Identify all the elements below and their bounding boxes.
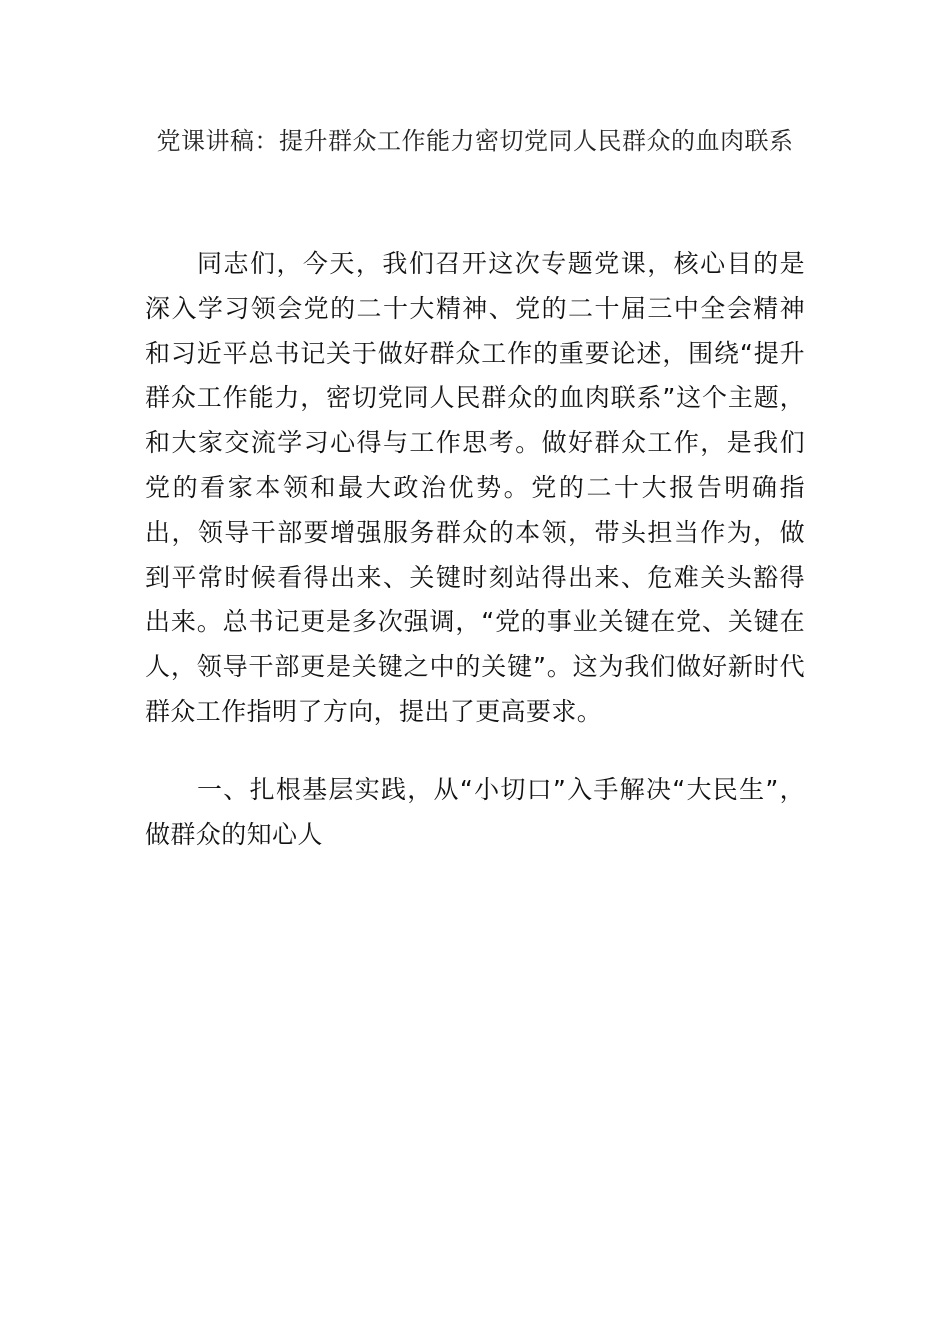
document-title: 党课讲稿：提升群众工作能力密切党同人民群众的血肉联系 [156,127,794,155]
section-heading-1: 一、扎根基层实践，从“小切口”入手解决“大民生”，做群众的知心人 [145,775,805,849]
intro-paragraph: 同志们，今天，我们召开这次专题党课，核心目的是深入学习领会党的二十大精神、党的二十届三中全会精神和习近平总书记关于做好群众工作的重要论述，围绕“提升群众工作能力，密切党同人民群众的血肉联系”这个主题，和大家交流学习心得与工作思考。做好群众工作，是我们党的看家本领和最大政治优势。党的二十大报告明确指出，领导干部要增强服务群众的本领，带头担当作为，做到平常时候看得出来、关键时刻站得出来、危难关头豁得出来。总书记更是多次强调，“党的事业关键在党、关键在人，领导干部更是关键之中的关键”。这为我们做好新时代群众工作指明了方向，提出了更高要求。 [145,249,805,726]
